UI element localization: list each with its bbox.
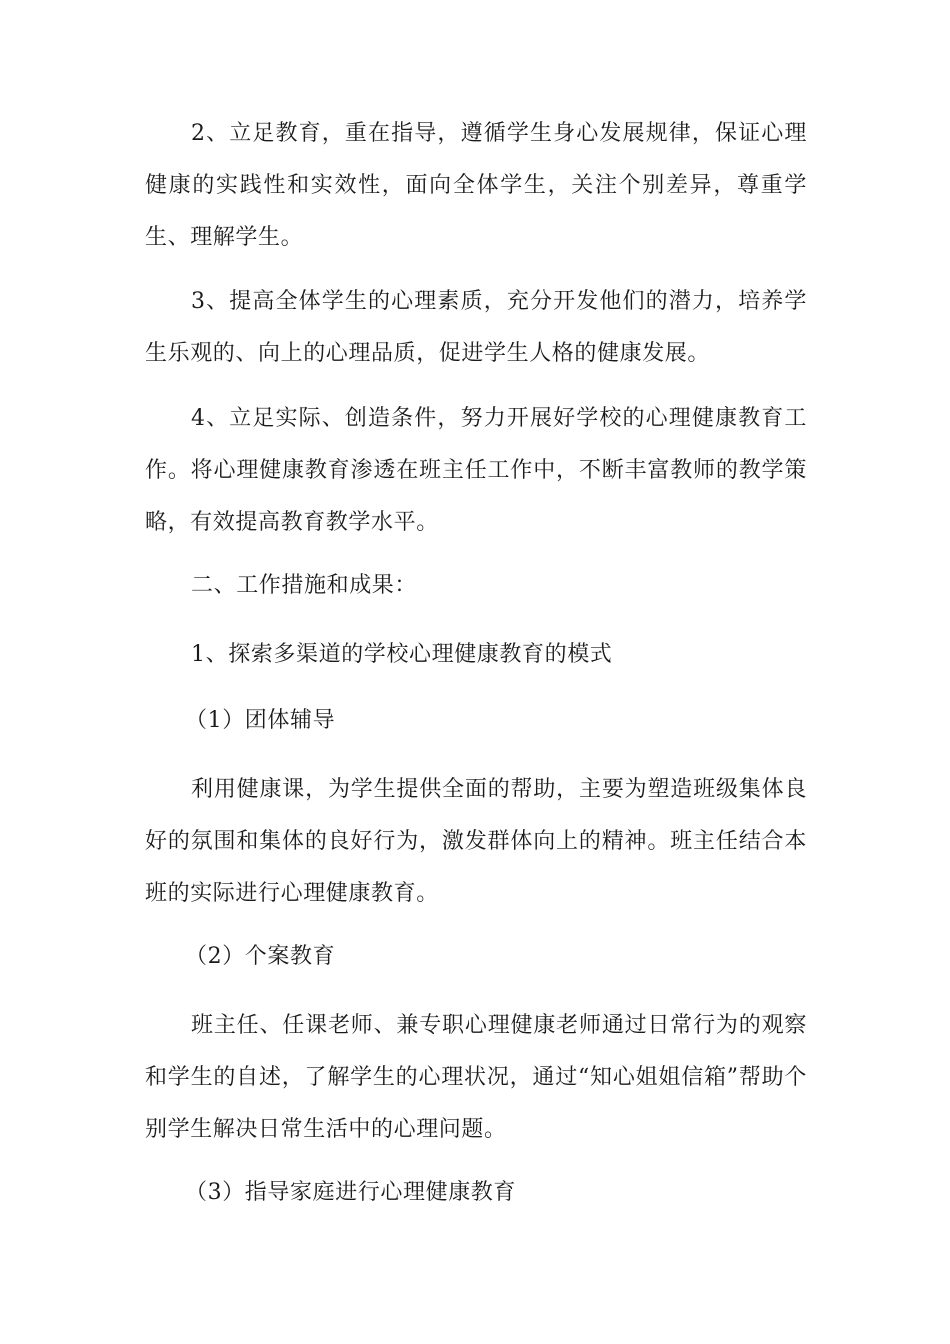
paragraph-principle-3: 3、提高全体学生的心理素质，充分开发他们的潜力，培养学生乐观的、向上的心理品质，促进学生人格的健康发展。 bbox=[145, 289, 807, 366]
item-heading-group-counseling: （1）团体辅导 bbox=[185, 708, 336, 733]
paragraph-principle-4: 4、立足实际、创造条件，努力开展好学校的心理健康教育工作。将心理健康教育渗透在班主任工作中，不断丰富教师的教学策略，有效提高教育教学水平。 bbox=[145, 406, 807, 535]
item-heading-individual-education: （2）个案教育 bbox=[185, 944, 336, 969]
paragraph-individual-education: 班主任、任课老师、兼专职心理健康老师通过日常行为的观察和学生的自述，了解学生的心理状况，通过“知心姐姐信箱”帮助个别学生解决日常生活中的心理问题。 bbox=[145, 1013, 807, 1142]
paragraph-group-counseling: 利用健康课，为学生提供全面的帮助，主要为塑造班级集体良好的氛围和集体的良好行为，激发群体向上的精神。班主任结合本班的实际进行心理健康教育。 bbox=[145, 777, 807, 906]
subsection-heading-modes: 1、探索多渠道的学校心理健康教育的模式 bbox=[191, 642, 613, 667]
paragraph-principle-2: 2、立足教育，重在指导，遵循学生身心发展规律，保证心理健康的实践性和实效性，面向全体学生，关注个别差异，尊重学生、理解学生。 bbox=[145, 121, 807, 250]
item-heading-family-guidance: （3）指导家庭进行心理健康教育 bbox=[185, 1180, 516, 1205]
section-heading-measures: 二、工作措施和成果： bbox=[191, 573, 418, 598]
